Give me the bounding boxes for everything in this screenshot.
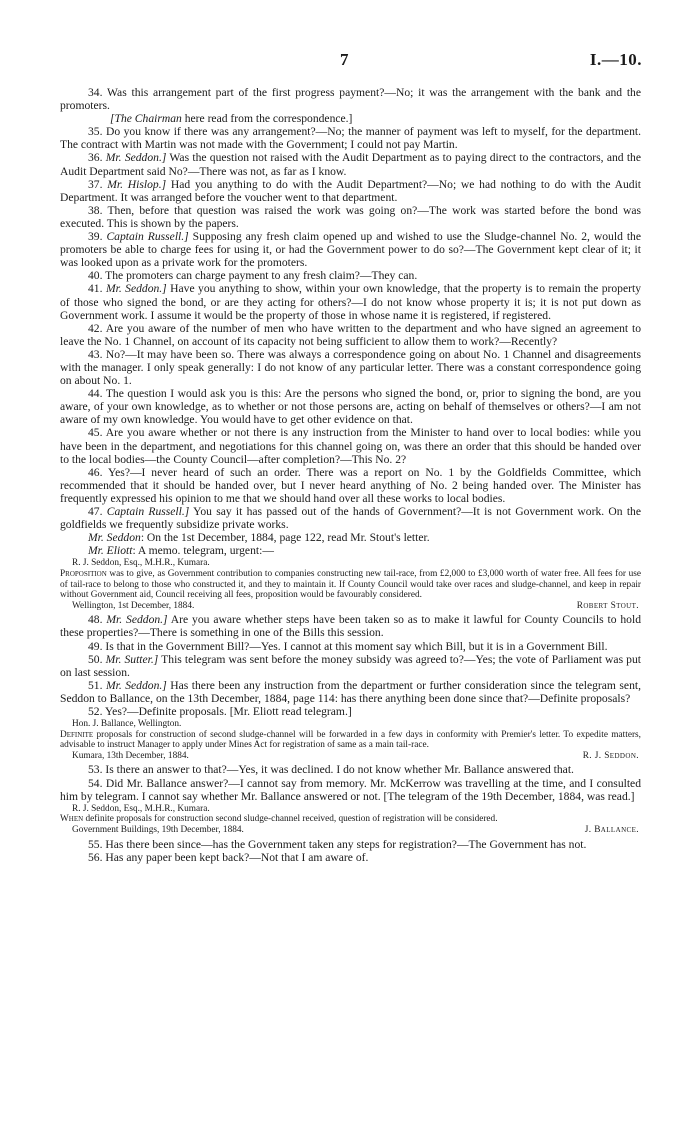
question-50-text: This telegram was sent before the money subsidy was agreed to?—Yes; the vote of Parliament was put on last session. xyxy=(60,652,641,679)
seddon-remark xyxy=(60,531,641,544)
page-number: 7 xyxy=(340,50,349,69)
question-42: 42. Are you aware of the number of men who have written to the department and who have signed an agreement to leave the No. 1 Channel, on account of its capacity not being sufficient to allow them to work?—Recently? xyxy=(60,321,641,348)
evidence-body xyxy=(60,86,641,864)
question-50-speaker: Mr. Sutter.] xyxy=(105,652,159,666)
question-47-number: 47. xyxy=(88,505,107,518)
eliott-remark-text: : A memo. telegram, urgent:— xyxy=(132,544,274,558)
question-35: 35. Do you know if there was any arrangement?—No; the manner of payment was left to myself, for the department. The contract with Martin was not made with the Government; I could not pay Martin. xyxy=(60,125,641,152)
question-45: 45. Are you aware whether or not there is any instruction from the Minister to hand over to local bodies: while you have been in the department, and negotiations for this channel going on, was there an order that this should be handed over to the local bodies—the County Council—after completion?—This No. 2? xyxy=(60,426,641,466)
telegram-ballance-lead: When xyxy=(60,814,84,825)
eliott-speaker: Mr. Eliott xyxy=(88,544,133,558)
question-48-text: Are you aware whether steps have been taken so as to make it lawful for County Councils to hold these properties?—There is something in one of the Bills this session. xyxy=(60,613,641,640)
telegram-ballance xyxy=(60,804,641,836)
telegram-ballance-text: definite proposals for construction second sludge-channel received, question of registration will be considered. xyxy=(83,814,498,825)
chairman-label: [The Chairman xyxy=(110,112,182,126)
question-54: 54. Did Mr. Ballance answer?—I cannot say from memory. Mr. McKerrow was travelling at the time, and I consulted him by telegram. I cannot say whether Mr. Ballance answered or not. [The telegram of the 19th December, 1884, was read.] xyxy=(60,776,641,803)
telegram-stout-signature: Robert Stout. xyxy=(576,600,639,611)
page-header xyxy=(0,50,700,70)
telegram-stout-lead: Proposition xyxy=(60,568,107,579)
telegram-seddon-footer xyxy=(60,751,641,762)
chairman-note xyxy=(60,112,641,125)
telegram-ballance-footer xyxy=(60,825,641,836)
telegram-stout xyxy=(60,558,641,611)
question-49: 49. Is that in the Government Bill?—Yes. I cannot at this moment say which Bill, but it is in a Government Bill. xyxy=(88,639,608,653)
question-37-speaker: Mr. Hislop.] xyxy=(107,177,167,191)
question-39-speaker: Captain Russell.] xyxy=(106,230,189,244)
question-34: 34. Was this arrangement part of the first progress payment?—No; it was the arrangement with the bank and the promoters. xyxy=(60,86,641,113)
question-44: 44. The question I would ask you is this: Are the persons who signed the bond, or, prior to signing the bond, are you aware, of your own knowledge, as to whether or not those persons are, acting on behalf of themselves or others?—I am not aware of my own knowledge. You would have to get other evidence on that. xyxy=(60,387,641,427)
question-50 xyxy=(60,653,641,679)
question-40: 40. The promoters can charge payment to any fresh claim?—They can. xyxy=(88,269,418,283)
question-48-number: 48. xyxy=(88,613,107,627)
question-41-number: 41. xyxy=(88,282,106,296)
question-37-text: Had you anything to do with the Audit Department?—No; we had nothing to do with the Audit Department. It was arranged before the voucher went to that department. xyxy=(60,177,642,204)
telegram-stout-text: was to give, as Government contribution to companies constructing new tail-race, from £2,000 to £3,000 worth of water free. All fees for use of tail-race to belong to those who constructed it, and they to maintain it. If County Council would take over races and sludge-channel, and keep in repair without Government aid, Council receiving all fees, proposition would be favourably considered. xyxy=(60,568,641,601)
question-46: 46. Yes?—I never heard of such an order. There was a report on No. 1 by the Goldfields Committee, which recommended that it should be handed over, but I never heard anything of No. 2 being handed over. The Minister has frequently expressed his opinion to me that we should hand over all these works to local bodies. xyxy=(60,465,641,505)
question-52: 52. Yes?—Definite proposals. [Mr. Eliott read telegram.] xyxy=(88,705,352,718)
question-47-text: You say it has passed out of the hands of Government?—It is not Government work. On the goldfields we frequently subsidize private works. xyxy=(60,505,642,532)
question-41-text: Have you anything to show, within your own knowledge, that the property is to remain the property of those who signed the bond, or are they acting for others?—I do not know whose property it is; it is not put down as Government work. I assume it would be the property of those in whose name it is registered, if registered. xyxy=(60,282,641,322)
seddon-remark-text: : On the 1st December, 1884, page 122, read Mr. Stout's letter. xyxy=(140,531,430,545)
question-56: 56. Has any paper been kept back?—Not that I am aware of. xyxy=(88,850,369,864)
telegram-seddon-date: Kumara, 13th December, 1884. xyxy=(72,750,189,761)
question-48 xyxy=(60,613,641,639)
question-53: 53. Is there an answer to that?—Yes, it was declined. I do not know whether Mr. Ballance answered that. xyxy=(88,763,574,777)
question-51-text: Has there been any instruction from the department or further consideration since the telegram sent, Seddon to Ballance, on the 13th December, 1884, page 114: has there anything been done since that?—Definite proposals? xyxy=(60,678,641,705)
telegram-stout-date: Wellington, 1st December, 1884. xyxy=(72,600,195,611)
telegram-stout-footer xyxy=(60,601,641,612)
telegram-seddon-lead: Definite xyxy=(60,729,94,740)
question-39-number: 39. xyxy=(88,230,107,244)
question-41-speaker: Mr. Seddon.] xyxy=(105,282,167,296)
question-38: 38. Then, before that question was raised the work was going on?—The work was started before the bond was executed. This is shown by the papers. xyxy=(60,203,641,230)
question-37-number: 37. xyxy=(88,177,108,191)
question-51-speaker: Mr. Seddon.] xyxy=(105,678,167,692)
question-47 xyxy=(60,505,641,531)
eliott-remark xyxy=(60,544,641,557)
telegram-stout-address: R. J. Seddon, Esq., M.H.R., Kumara. xyxy=(72,558,210,569)
question-48-speaker: Mr. Seddon.] xyxy=(106,613,168,627)
telegram-seddon-text: proposals for construction of second sludge-channel will be forwarded in a few days in conformity with Premier's letter. To expedite matters, advisable to instruct Manager to apply under Mines Act for registration of same as a main tail-race. xyxy=(60,729,641,751)
question-36-number: 36. xyxy=(88,151,106,165)
question-51 xyxy=(60,679,641,705)
chairman-note-text: here read from the correspondence.] xyxy=(181,112,353,126)
question-55: 55. Has there been since—has the Government taken any steps for registration?—The Government has not. xyxy=(88,837,587,851)
question-37 xyxy=(60,178,641,204)
question-41 xyxy=(60,282,641,321)
seddon-speaker: Mr. Seddon xyxy=(88,531,141,545)
telegram-seddon xyxy=(60,719,641,761)
telegram-ballance-date: Government Buildings, 19th December, 1884. xyxy=(72,824,244,835)
telegram-ballance-signature: J. Ballance. xyxy=(584,824,639,835)
telegram-ballance-body xyxy=(60,814,641,825)
question-36 xyxy=(60,151,641,177)
question-36-speaker: Mr. Seddon.] xyxy=(105,151,167,165)
telegram-stout-body xyxy=(60,569,641,601)
telegram-seddon-signature: R. J. Seddon. xyxy=(582,750,639,761)
paper-reference: I.—10. xyxy=(589,50,642,69)
question-51-number: 51. xyxy=(88,678,106,692)
question-36-text: Was the question not raised with the Audit Department as to paying direct to the contractors, and the Audit Department said No?—There was not, as far as I know. xyxy=(60,151,641,178)
question-39-text: Supposing any fresh claim opened up and wished to use the Sludge-channel No. 2, would the promoters be able to charge fees for using it, or had the Government power to do so?—The Government kept clear of it; it was looked upon as a private work for the promoters. xyxy=(60,230,641,270)
question-43: 43. No?—It may have been so. There was always a correspondence going on about No. 1 Channel and disagreements with the manager. I only speak generally: I do not know of any particular letter. There was a constant correspondence going on about No. 1. xyxy=(60,347,641,388)
question-39 xyxy=(60,230,641,269)
question-50-number: 50. xyxy=(88,652,106,666)
telegram-ballance-address: R. J. Seddon, Esq., M.H.R., Kumara. xyxy=(72,803,210,814)
telegram-seddon-address: Hon. J. Ballance, Wellington. xyxy=(72,719,182,730)
telegram-seddon-body xyxy=(60,730,641,751)
question-47-speaker: Captain Russell.] xyxy=(106,505,190,518)
